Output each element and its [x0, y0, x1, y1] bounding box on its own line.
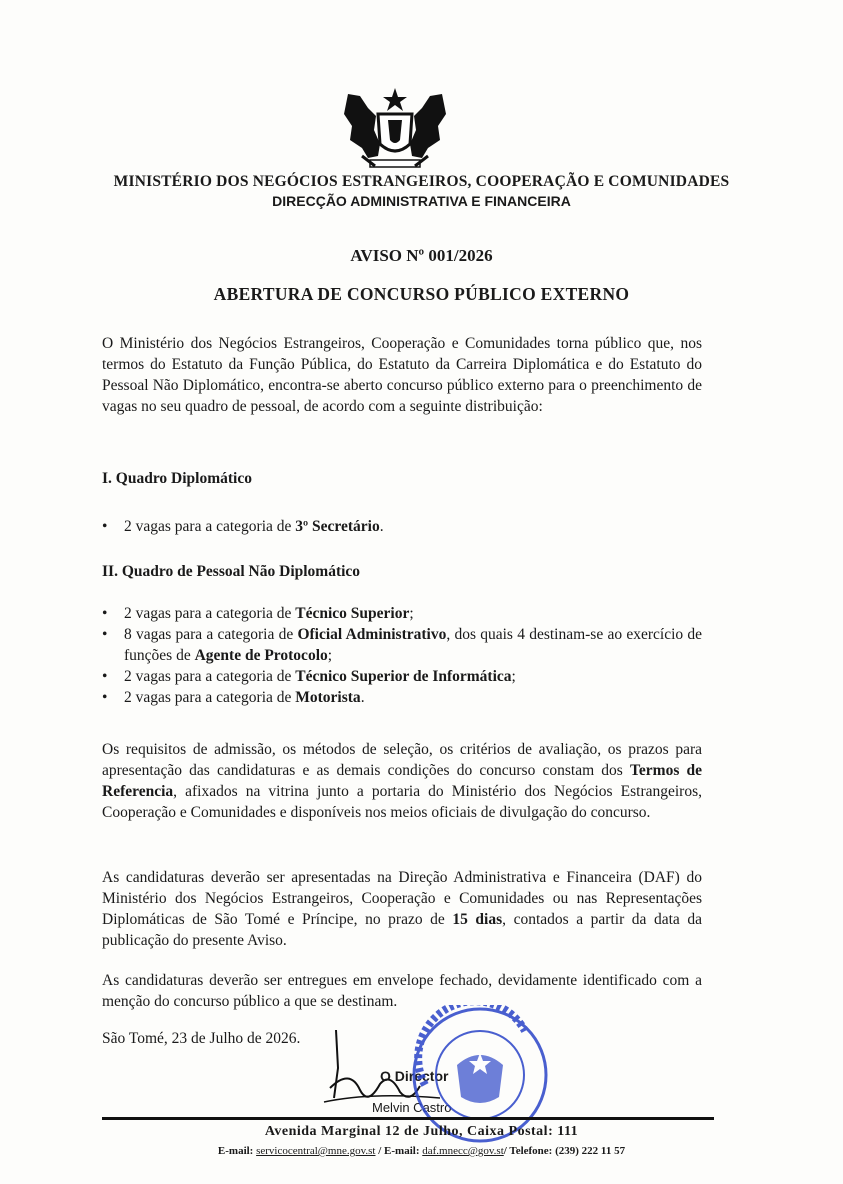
- email-link-central[interactable]: servicocentral@mne.gov.st: [256, 1145, 376, 1157]
- list-item: • 2 vagas para a categoria de Técnico Superior de Informática;: [102, 666, 702, 687]
- requirements-paragraph: Os requisitos de admissão, os métodos de seleção, os critérios de avaliação, os prazos para apresentação das candidaturas e as demais condições do concurso constam dos Termos de Referencia, afixados na vitrina junto a portaria do Ministério dos Negócios Estrangeiros, Cooperação e Comunidades e disponíveis nos meios oficiais de divulgação do concurso.: [102, 741, 703, 821]
- section-1-title: I. Quadro Diplomático: [102, 470, 252, 487]
- list-item: • 2 vagas para a categoria de Motorista.: [102, 687, 702, 708]
- list-item: • 8 vagas para a categoria de Oficial Administrativo, dos quais 4 destinam-se ao exercício de funções de Agente de Protocolo;: [102, 624, 702, 666]
- intro-paragraph: O Ministério dos Negócios Estrangeiros, Cooperação e Comunidades torna público que, nos termos do Estatuto da Função Pública, do Estatuto da Carreira Diplomática e do Estatuto do Pessoal Não Diplomático, encontra-se aberto concurso público externo para o preenchimento de vagas no seu quadro de pessoal, de acordo com a seguinte distribuição:: [102, 335, 702, 415]
- footer-contact: E-mail: servicocentral@mne.gov.st / E-mail: daf.mnecc@gov.st/ Telefone: (239) 222 11 57: [217, 1145, 626, 1157]
- notice-number: AVISO Nº 001/2026: [350, 246, 493, 265]
- submission-paragraph: As candidaturas deverão ser apresentadas na Direção Administrativa e Financeira (DAF) do Ministério dos Negócios Estrangeiros, Cooperação e Comunidades ou nas Representações Diplomáticas de São Tomé e Príncipe, no prazo de 15 dias, contados a partir da data da publicação do presente Aviso.: [102, 869, 702, 949]
- coat-of-arms-emblem: [340, 86, 450, 172]
- signatory-role: O Director: [380, 1068, 449, 1084]
- signatory-name: Melvin Castro: [372, 1100, 452, 1115]
- section-1-list: [102, 516, 702, 537]
- email-link-daf[interactable]: daf.mnecc@gov.st: [422, 1145, 504, 1157]
- envelope-paragraph: As candidaturas deverão ser entregues em envelope fechado, devidamente identificado com a menção do concurso público a que se destinam.: [102, 972, 702, 1010]
- list-item: • 2 vagas para a categoria de Técnico Superior;: [102, 603, 702, 624]
- date-place: São Tomé, 23 de Julho de 2026.: [102, 1030, 301, 1047]
- list-item: • 2 vagas para a categoria de 3º Secretário.: [102, 516, 702, 537]
- ministry-name: MINISTÉRIO DOS NEGÓCIOS ESTRANGEIROS, COOPERAÇÃO E COMUNIDADES: [113, 173, 730, 190]
- notice-subject: ABERTURA DE CONCURSO PÚBLICO EXTERNO: [213, 284, 630, 304]
- department-name: DIRECÇÃO ADMINISTRATIVA E FINANCEIRA: [272, 193, 571, 209]
- footer-address: Avenida Marginal 12 de Julho, Caixa Postal: 111: [264, 1124, 579, 1139]
- footer-divider: [102, 1117, 714, 1120]
- section-2-list: [102, 603, 702, 708]
- section-2-title: II. Quadro de Pessoal Não Diplomático: [102, 563, 361, 580]
